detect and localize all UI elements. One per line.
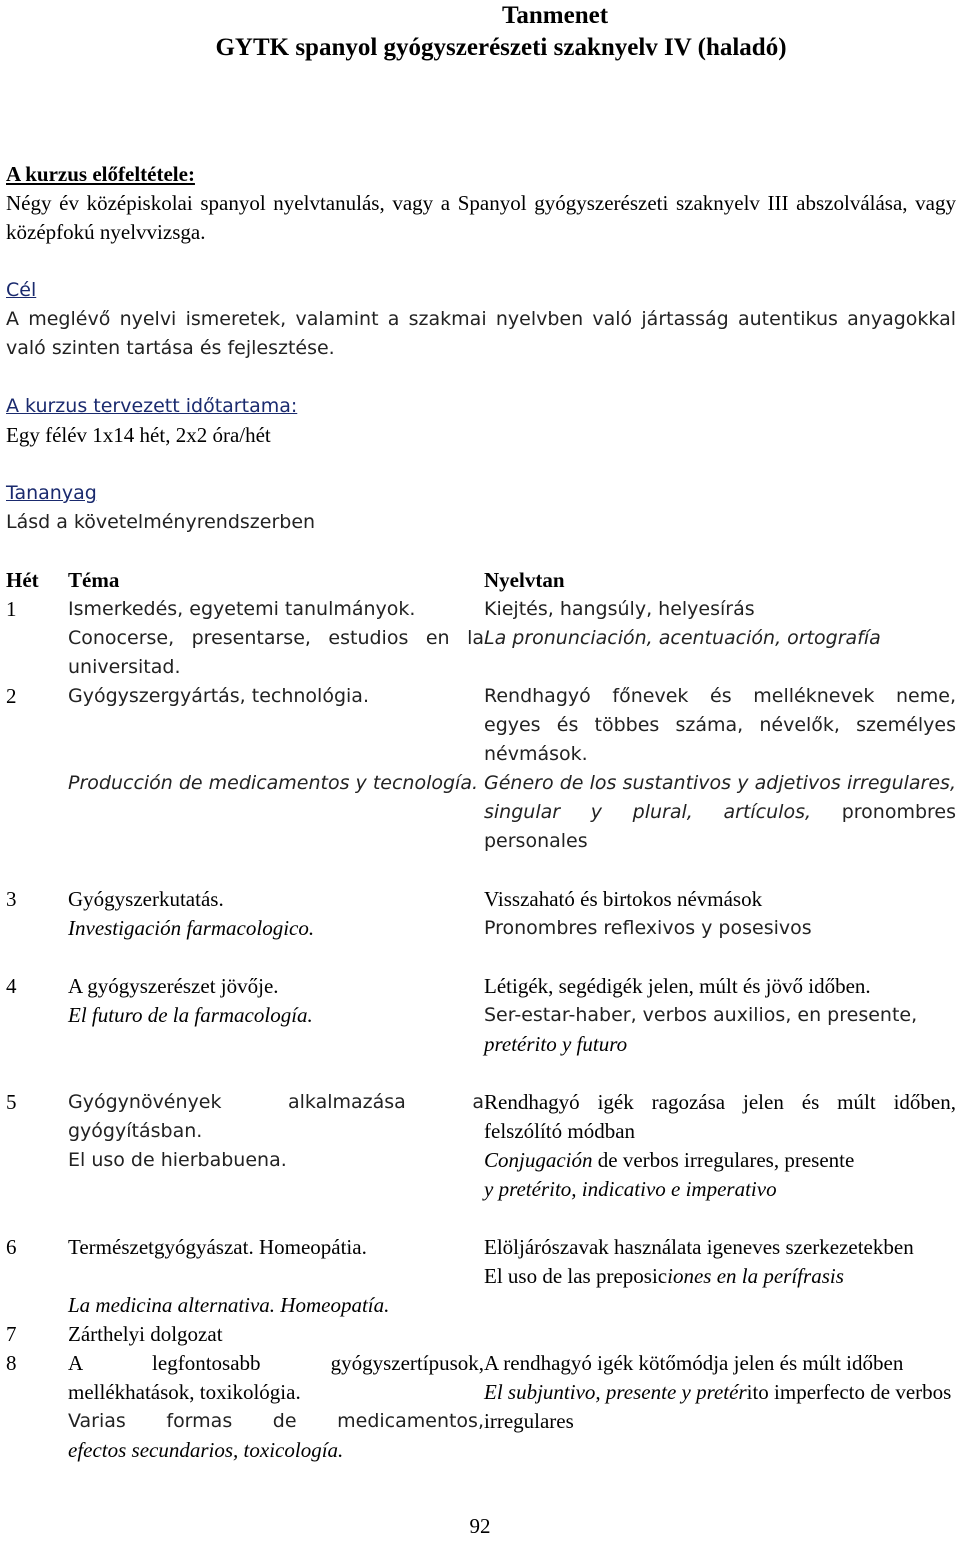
- schedule-header-row: [6, 566, 956, 595]
- table-row: [6, 1320, 956, 1349]
- goal-section: [6, 276, 956, 363]
- grammar-es: [484, 1378, 956, 1436]
- row-spacer: [6, 1059, 956, 1088]
- grammar-hu: Kiejtés, hangsúly, helyesírás: [484, 598, 755, 620]
- topic-cell: [68, 885, 484, 943]
- grammar-es-plain: ito imperfecto de verbos irregulares: [484, 1380, 952, 1433]
- topic-cell: [68, 972, 484, 1059]
- grammar-es: Pronombres reflexivos y posesivos: [484, 917, 812, 939]
- week-number: 1: [6, 597, 17, 621]
- prereq-text: Négy év középiskolai spanyol nyelvtanulás, vagy a Spanyol gyógyszerészeti szaknyelv III abszolválása, vagy középfokú nyelvvizsga.: [6, 191, 956, 244]
- week-number: 8: [6, 1351, 17, 1375]
- grammar-es: [484, 769, 956, 856]
- grammar-es-italic: Conjugación: [484, 1148, 593, 1172]
- grammar-cell: [484, 1349, 956, 1465]
- document-title: Tanmenet: [501, 2, 609, 29]
- page-number: 92: [469, 1514, 491, 1538]
- topic-cell: [68, 1349, 484, 1465]
- prereq-section: [6, 160, 956, 247]
- week-number: 5: [6, 1090, 17, 1114]
- topic-es-plain: Varias formas de medicamentos,: [68, 1410, 484, 1432]
- prereq-heading: A kurzus előfeltétele:: [6, 162, 195, 186]
- goal-heading: Cél: [6, 279, 37, 301]
- grammar-hu: A rendhagyó igék kötőmódja jelen és múlt időben: [484, 1351, 904, 1375]
- grammar-hu: Létigék, segédigék jelen, múlt és jövő időben.: [484, 974, 871, 998]
- grammar-es-plain: pronombres personales: [484, 801, 956, 852]
- duration-text: Egy félév 1x14 hét, 2x2 óra/hét: [6, 423, 271, 447]
- topic-es: Producción de medicamentos y tecnología.: [68, 772, 479, 794]
- topic-hu: Ismerkedés, egyetemi tanulmányok.: [68, 598, 416, 620]
- topic-es: La medicina alternativa. Homeopatía.: [68, 1293, 390, 1317]
- grammar-cell: [484, 972, 956, 1059]
- grammar-es: La pronunciación, acentuación, ortografía: [484, 627, 881, 649]
- topic-es: El futuro de la farmacología.: [68, 1003, 313, 1027]
- spacer: [68, 711, 484, 769]
- grammar-cell: [484, 885, 956, 943]
- topic-cell: [68, 682, 484, 856]
- schedule-table: [6, 566, 956, 1465]
- grammar-hu: Rendhagyó igék ragozása jelen és múlt időben, felszólító módban: [484, 1090, 956, 1143]
- topic-es-italic: efectos secundarios, toxicología.: [68, 1438, 344, 1462]
- table-row: [6, 595, 956, 682]
- topic-es: El uso de hierbabuena.: [68, 1149, 287, 1171]
- grammar-es-plain: Ser-estar-haber, verbos auxilios, en presente,: [484, 1004, 918, 1026]
- header-topic: Téma: [68, 568, 120, 592]
- topic-hu: Természetgyógyászat. Homeopátia.: [68, 1235, 367, 1259]
- topic-cell: [68, 1233, 484, 1320]
- topic-hu: Gyógyszerkutatás.: [68, 887, 224, 911]
- week-number: 2: [6, 684, 17, 708]
- grammar-es-italic: pretérito y futuro: [484, 1032, 628, 1056]
- topic-es: Investigación farmacologico.: [68, 916, 315, 940]
- grammar-cell: [484, 1088, 956, 1204]
- header-grammar: Nyelvtan: [484, 568, 565, 592]
- grammar-hu: Visszaható és birtokos névmások: [484, 887, 763, 911]
- material-heading: Tananyag: [6, 482, 97, 504]
- topic-cell: [68, 1088, 484, 1204]
- row-spacer: [6, 856, 956, 885]
- material-section: [6, 479, 956, 537]
- grammar-es-italic: y pretérito, indicativo e imperativo: [484, 1177, 777, 1201]
- topic-hu: A legfontosabb gyógyszertípusok, mellékhatások, toxikológia.: [68, 1351, 484, 1404]
- grammar-hu: Rendhagyó főnevek és melléknevek neme, egyes és többes száma, névelők, személyes névmások.: [484, 685, 956, 765]
- grammar-hu: Elöljárószavak használata igeneves szerkezetekben: [484, 1235, 914, 1259]
- grammar-es-italic: iones en la perífrasis: [667, 1264, 844, 1288]
- table-row: [6, 1233, 956, 1320]
- duration-section: [6, 392, 956, 450]
- grammar-es: [484, 1146, 956, 1175]
- grammar-es-plain: El uso de las preposic: [484, 1264, 668, 1288]
- grammar-es-italic: El subjuntivo, presente y pretér: [484, 1380, 747, 1404]
- week-number: 3: [6, 887, 17, 911]
- document-subtitle: GYTK spanyol gyógyszerészeti szaknyelv IV (haladó): [215, 34, 787, 61]
- table-row: [6, 972, 956, 1059]
- grammar-cell: [484, 595, 956, 682]
- topic-hu: Gyógyszergyártás, technológia.: [68, 685, 369, 707]
- material-text: Lásd a követelményrendszerben: [6, 511, 316, 533]
- grammar-cell: [484, 682, 956, 856]
- grammar-cell: [484, 1233, 956, 1320]
- row-spacer: [6, 1204, 956, 1233]
- grammar-es-plain: de verbos irregulares, presente: [597, 1148, 855, 1172]
- week-number: 7: [6, 1322, 17, 1346]
- table-row: [6, 885, 956, 943]
- topic-hu: Zárthelyi dolgozat: [68, 1322, 223, 1346]
- topic-es: Conocerse, presentarse, estudios en la universitad.: [68, 627, 484, 678]
- goal-text: A meglévő nyelvi ismeretek, valamint a szakmai nyelvben való jártasság autentikus anyagokkal való szinten tartása és fejlesztése.: [6, 308, 956, 359]
- table-row: [6, 1349, 956, 1465]
- row-spacer: [6, 943, 956, 972]
- duration-heading: A kurzus tervezett időtartama:: [6, 395, 298, 417]
- topic-cell: [68, 595, 484, 682]
- header-week: Hét: [6, 568, 39, 592]
- grammar-es-italic: Género de los sustantivos y adjetivos irregulares, singular y plural, artículos,: [484, 772, 956, 823]
- week-number: 6: [6, 1235, 17, 1259]
- week-number: 4: [6, 974, 17, 998]
- topic-hu: Gyógynövények alkalmazása a gyógyításban.: [68, 1091, 484, 1142]
- spacer: [68, 1262, 484, 1291]
- table-row: [6, 1088, 956, 1204]
- grammar-es: [484, 1262, 956, 1291]
- topic-hu: A gyógyszerészet jövője.: [68, 974, 279, 998]
- table-row: [6, 682, 956, 856]
